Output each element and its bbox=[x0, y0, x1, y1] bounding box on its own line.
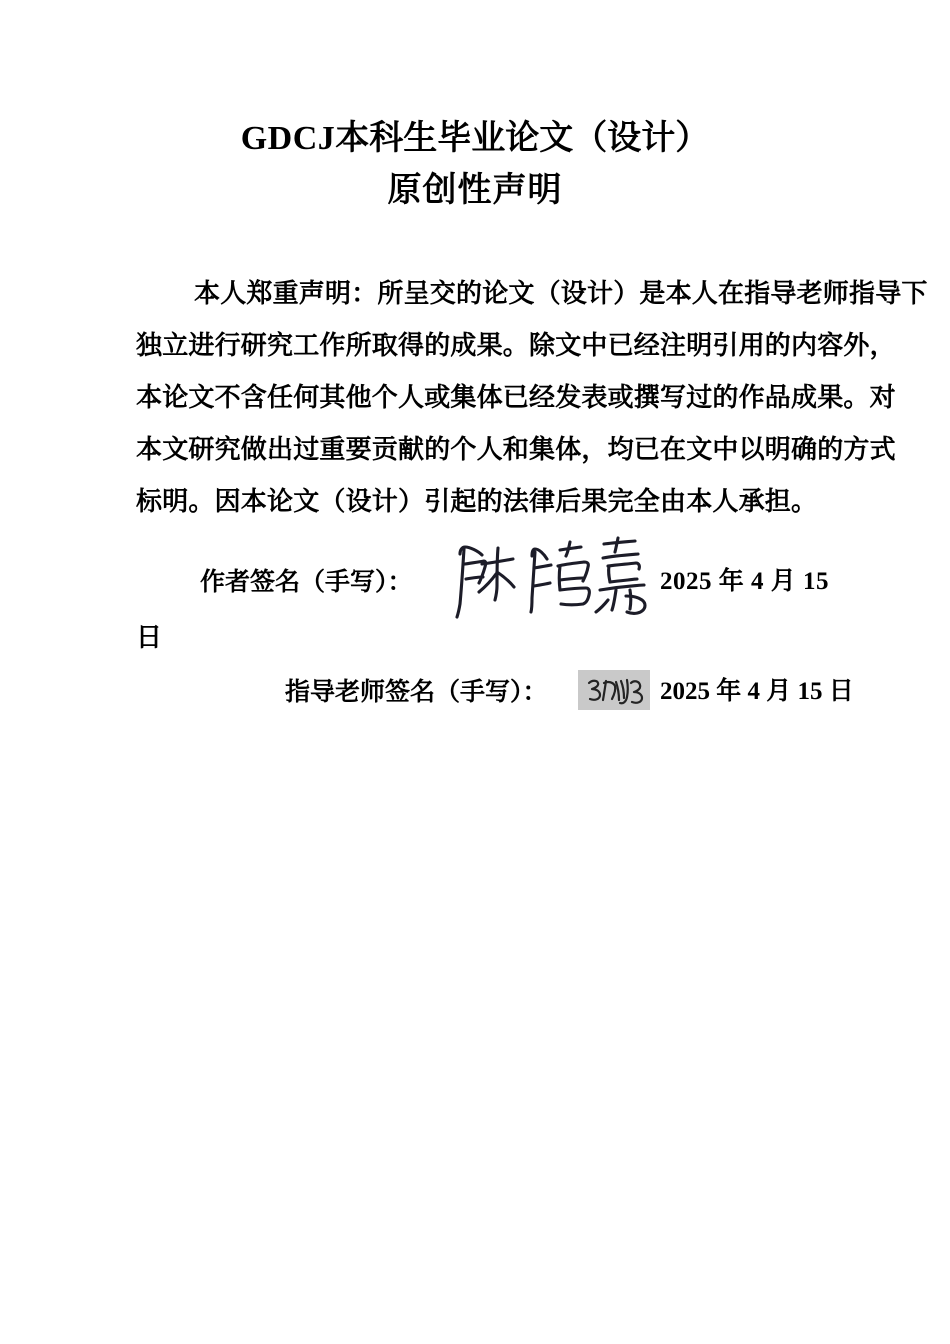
author-handwritten-signature bbox=[448, 534, 658, 620]
paragraph-line: 本文研究做出过重要贡献的个人和集体，均已在文中以明确的方式 bbox=[136, 435, 896, 465]
paragraph-line: 本论文不含任何其他个人或集体已经发表或撰写过的作品成果。对 bbox=[136, 383, 896, 413]
paragraph-line: 本人郑重声明：所呈交的论文（设计）是本人在指导老师指导下 bbox=[194, 279, 928, 309]
declaration-paragraph bbox=[136, 268, 928, 528]
advisor-handwritten-signature bbox=[578, 670, 650, 710]
advisor-signature-row bbox=[0, 666, 950, 718]
title-latin-prefix: GDCJ bbox=[240, 120, 336, 157]
title-cjk-main: 本科生毕业论文（设计） bbox=[335, 118, 710, 158]
signature-area bbox=[0, 556, 950, 706]
author-signature-label: 作者签名（手写）： bbox=[200, 567, 413, 596]
author-date: 2025 年 4 月 15 bbox=[660, 568, 830, 595]
paragraph-line: 独立进行研究工作所取得的成果。除文中已经注明引用的内容外， bbox=[136, 331, 896, 361]
author-signature-row bbox=[0, 556, 950, 653]
page-title-line-1 bbox=[0, 112, 950, 165]
advisor-signature-label: 指导老师签名（手写）： bbox=[285, 677, 548, 706]
page-title-line-2: 原创性声明 bbox=[387, 172, 563, 209]
document-title-block bbox=[0, 112, 950, 217]
author-date-day-wrap: 日 bbox=[136, 623, 163, 653]
paragraph-line: 标明。因本论文（设计）引起的法律后果完全由本人承担。 bbox=[136, 487, 818, 517]
advisor-date: 2025 年 4 月 15 日 bbox=[660, 678, 854, 705]
